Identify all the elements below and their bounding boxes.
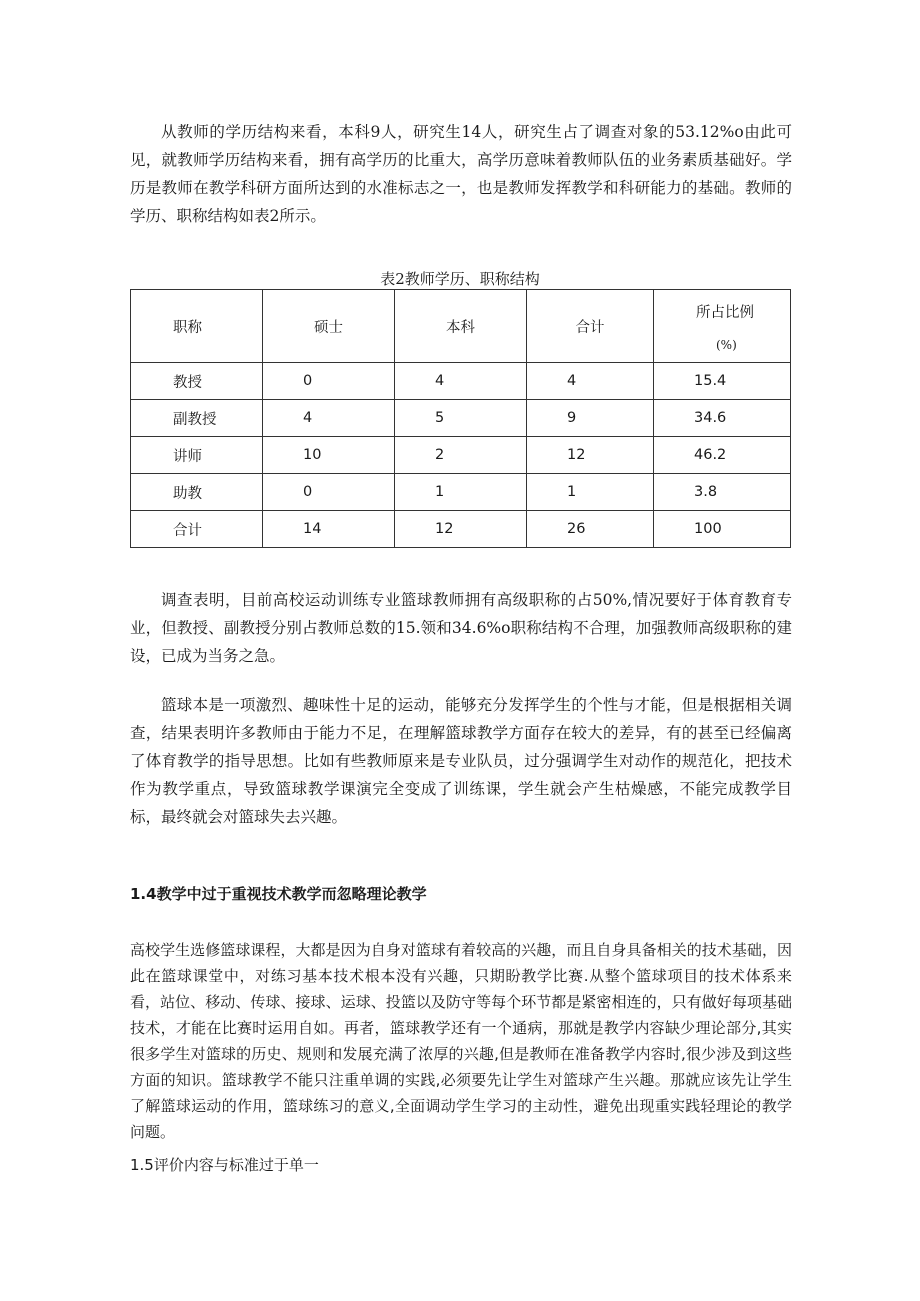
table-row [131, 400, 791, 437]
table-row [131, 474, 791, 511]
cell-title: 副教授 [131, 400, 263, 437]
cell-total: 1 [527, 474, 654, 511]
cell-ratio: 46.2 [654, 437, 791, 474]
cell-bachelor: 1 [395, 474, 527, 511]
header-master: 硕士 [263, 290, 395, 363]
cell-bachelor: 4 [395, 363, 527, 400]
cell-total: 12 [527, 437, 654, 474]
table-header-row [131, 290, 791, 363]
cell-bachelor: 2 [395, 437, 527, 474]
cell-master: 0 [263, 363, 395, 400]
cell-title: 合计 [131, 511, 263, 548]
cell-total: 9 [527, 400, 654, 437]
paragraph-basketball-teaching: 篮球本是一项激烈、趣味性十足的运动，能够充分发挥学生的个性与才能，但是根据相关调查，结果表明许多教师由于能力不足，在理解篮球教学方面存在较大的差异，有的甚至已经偏离了体育教学的指导思想。比如有些教师原来是专业队员，过分强调学生对动作的规范化，把技术作为教学重点，导致篮球教学课演完全变成了训练课，学生就会产生枯燥感，不能完成教学目标，最终就会对篮球失去兴趣。 [130, 696, 792, 826]
cell-total: 26 [527, 511, 654, 548]
cell-ratio: 34.6 [654, 400, 791, 437]
table-row [131, 437, 791, 474]
header-bachelor: 本科 [395, 290, 527, 363]
cell-bachelor: 12 [395, 511, 527, 548]
cell-master: 14 [263, 511, 395, 548]
paragraph-theory-teaching: 高校学生选修篮球课程，大都是因为自身对篮球有着较高的兴趣，而且自身具备相关的技术基础，因此在篮球课堂中，对练习基本技术根本没有兴趣，只期盼教学比赛.从整个篮球项目的技术体系来看，站位、移动、传球、接球、运球、投篮以及防守等每个环节都是紧密相连的，只有做好每项基础技术，才能在比赛时运用自如。再者，篮球教学还有一个通病，那就是教学内容缺少理论部分,其实很多学生对篮球的历史、规则和发展充满了浓厚的兴趣,但是教师在准备教学内容时,很少涉及到这些方面的知识。篮球教学不能只注重单调的实践,必须要先让学生对篮球产生兴趣。那就应该先让学生了解篮球运动的作用，篮球练习的意义,全面调动学生学习的主动性，避免出现重实践轻理论的教学问题。 [130, 941, 792, 1141]
cell-title: 助教 [131, 474, 263, 511]
cell-ratio: 15.4 [654, 363, 791, 400]
table-caption: 表2教师学历、职称结构 [380, 270, 540, 288]
cell-ratio: 3.8 [654, 474, 791, 511]
cell-bachelor: 5 [395, 400, 527, 437]
cell-ratio: 100 [654, 511, 791, 548]
paragraph-education-structure: 从教师的学历结构来看，本科9人，研究生14人，研究生占了调查对象的53.12%o由此可见，就教师学历结构来看，拥有高学历的比重大，高学历意味着教师队伍的业务素质基础好。学历是教师在教学科研方面所达到的水准标志之一，也是教师发挥教学和科研能力的基础。教师的学历、职称结构如表2所示。 [130, 123, 792, 225]
cell-title: 讲师 [131, 437, 263, 474]
header-ratio-unit: (%) [716, 337, 737, 352]
table-row [131, 363, 791, 400]
cell-title: 教授 [131, 363, 263, 400]
cell-master: 0 [263, 474, 395, 511]
table-row [131, 511, 791, 548]
header-ratio: 所占比例 (%) [654, 290, 791, 363]
cell-total: 4 [527, 363, 654, 400]
cell-master: 4 [263, 400, 395, 437]
section-heading-1-4: 1.4教学中过于重视技术教学而忽略理论教学 [130, 885, 427, 903]
section-heading-1-5: 1.5评价内容与标准过于单一 [130, 1156, 319, 1174]
paragraph-title-survey: 调查表明，目前高校运动训练专业篮球教师拥有高级职称的占50%,情况要好于体育教育专业，但教授、副教授分别占教师总数的15.领和34.6%o职称结构不合理，加强教师高级职称的建设，已成为当务之急。 [130, 591, 792, 665]
cell-master: 10 [263, 437, 395, 474]
header-title: 职称 [131, 290, 263, 363]
title-structure-table [130, 289, 791, 548]
header-total: 合计 [527, 290, 654, 363]
